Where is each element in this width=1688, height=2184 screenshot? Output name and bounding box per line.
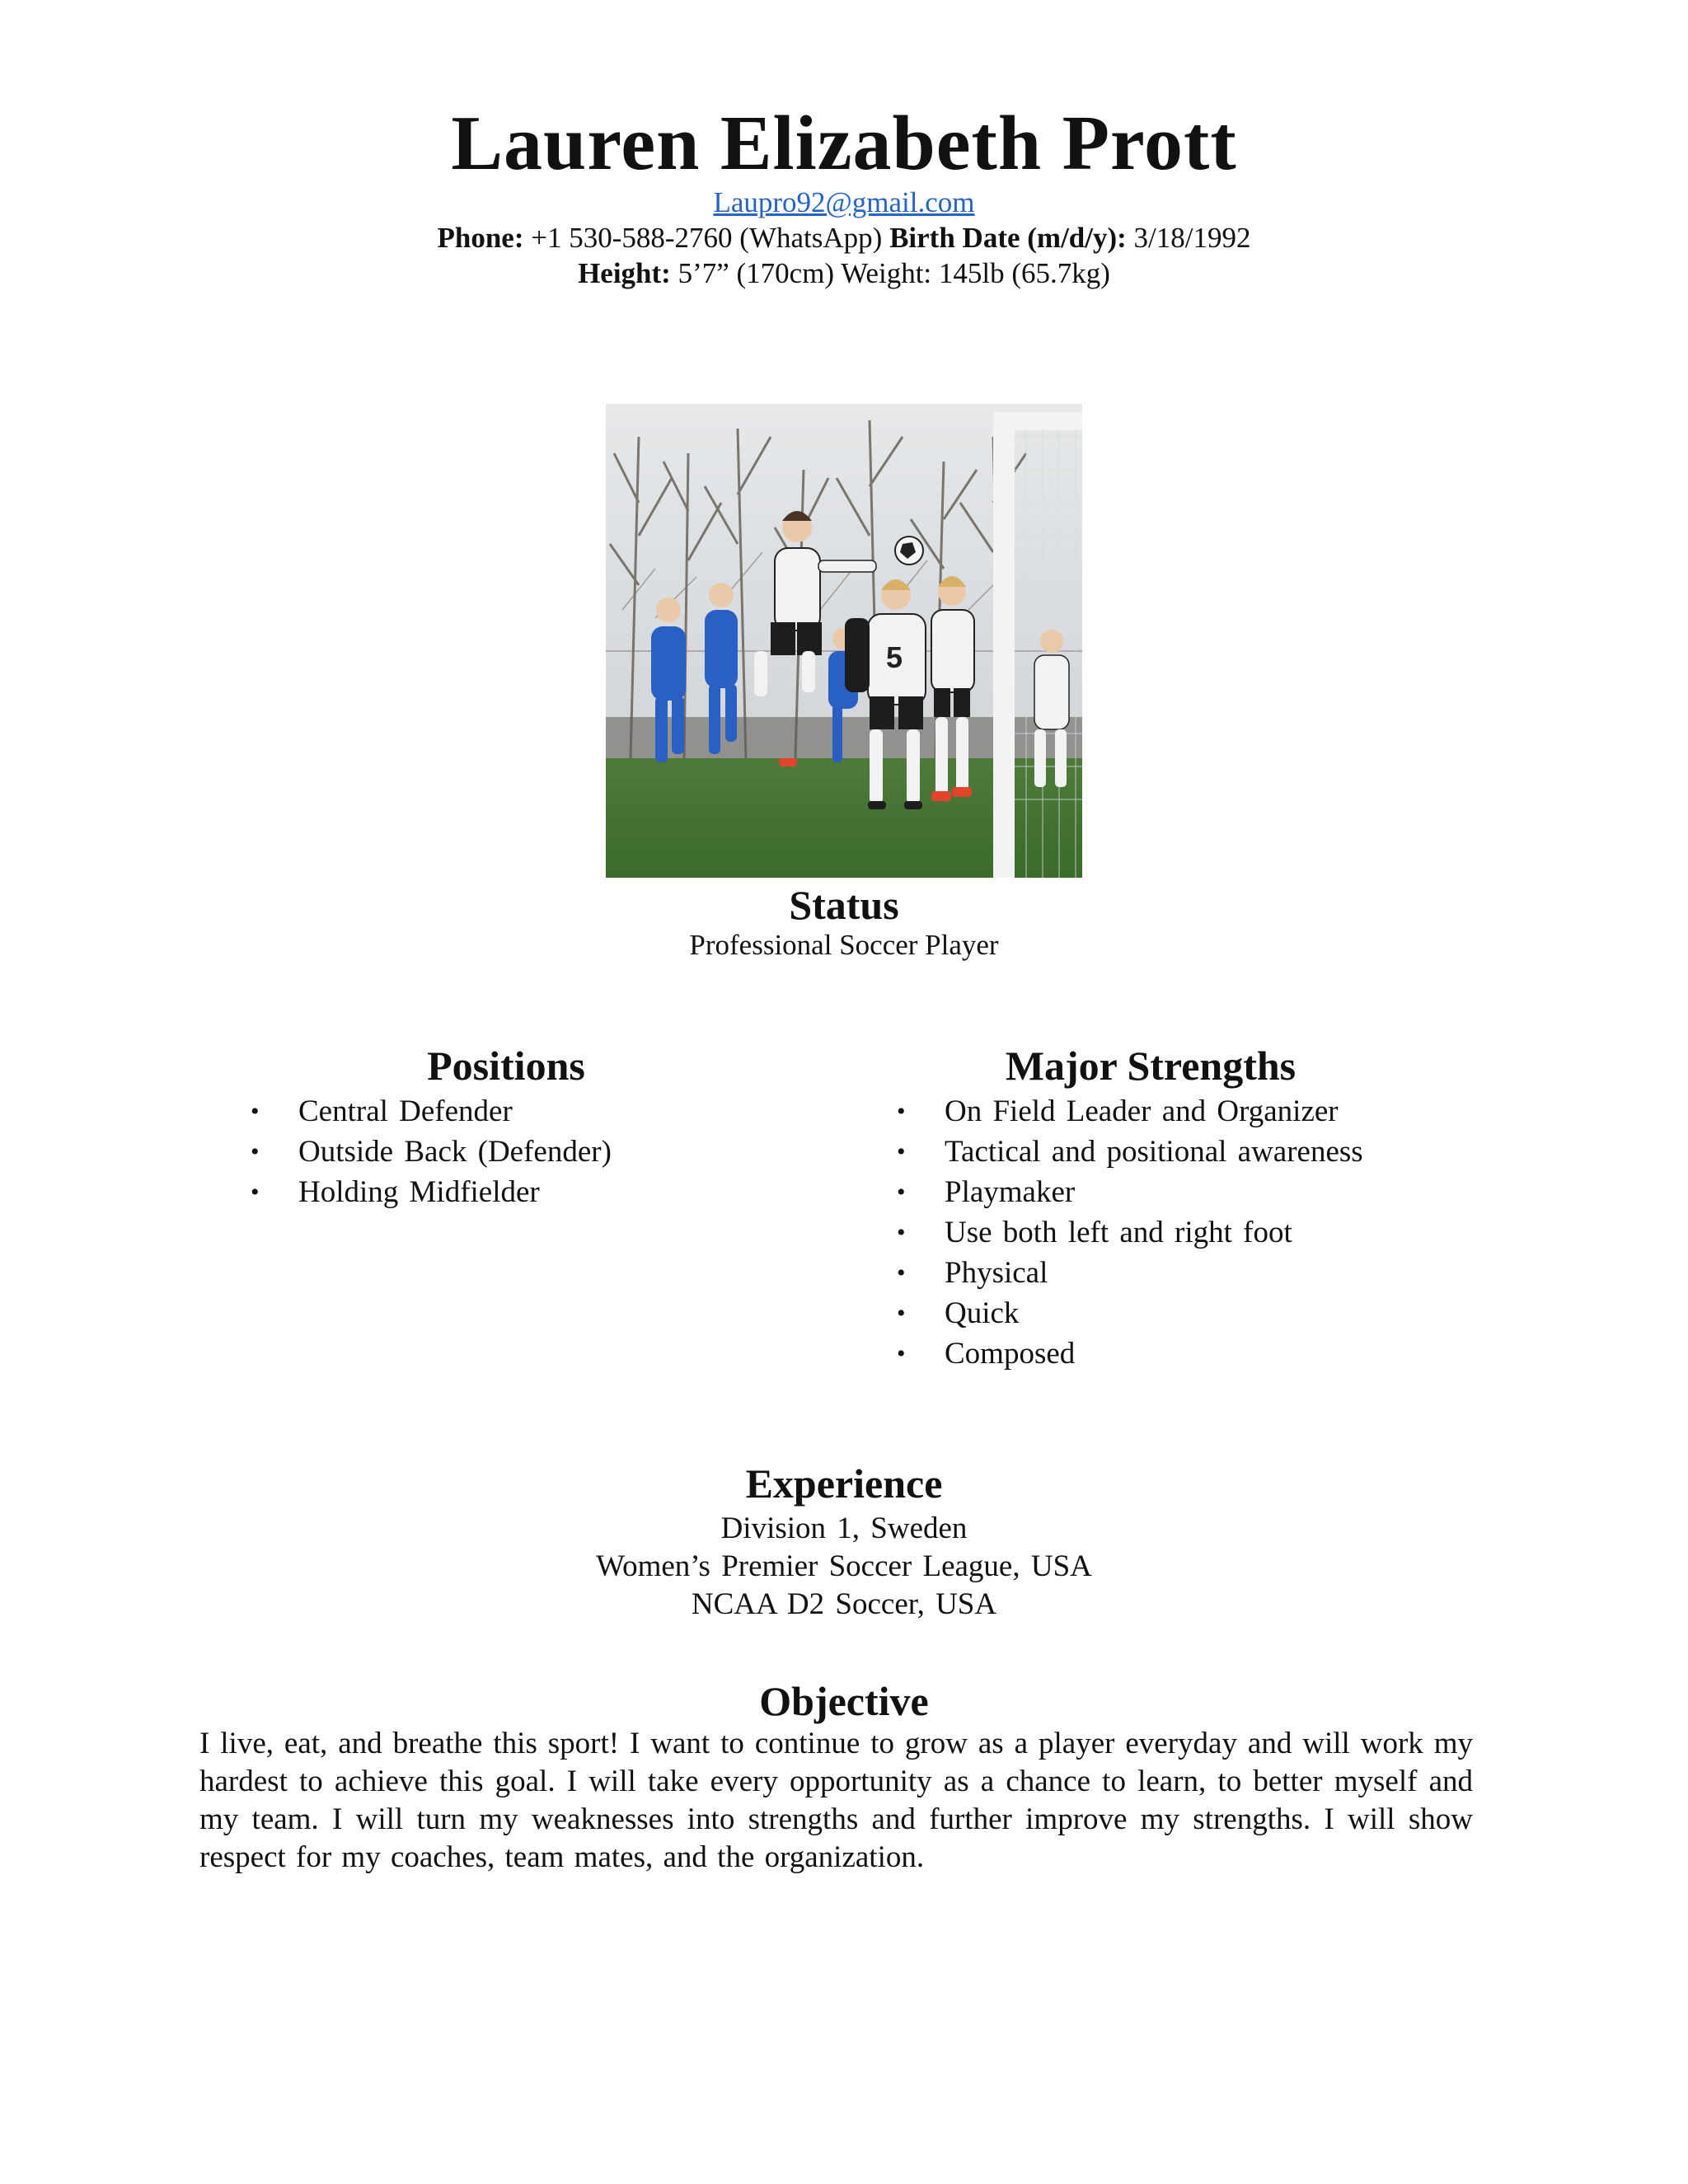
- bullet-icon: •: [897, 1179, 906, 1206]
- list-item: • Playmaker: [945, 1172, 1363, 1212]
- list-item: • Physical: [945, 1253, 1363, 1293]
- strengths-heading: Major Strengths: [1005, 1043, 1296, 1089]
- objective-text: I live, eat, and breathe this sport! I want to continue to grow as a player everyday and will work my hardest to achieve this goal. I will take every opportunity as a chance to learn, to better myself and my team. I will turn my weaknesses into strengths and further improve my strengths. I will show respect for my coaches, team mates, and the organization.: [199, 1727, 1473, 1874]
- birth-date-label: Birth Date (m/d/y):: [889, 222, 1127, 254]
- birth-date-value: 3/18/1992: [1133, 222, 1251, 254]
- list-item: • On Field Leader and Organizer: [945, 1091, 1363, 1132]
- bullet-icon: •: [897, 1138, 906, 1165]
- bullet-icon: •: [897, 1259, 906, 1286]
- experience-heading: Experience: [745, 1460, 943, 1507]
- positions-heading: Positions: [427, 1043, 585, 1089]
- objective-heading: Objective: [759, 1678, 929, 1724]
- svg-text:5: 5: [886, 640, 903, 674]
- bullet-icon: •: [251, 1179, 260, 1206]
- resume-name: Lauren Elizabeth Prott: [451, 101, 1237, 186]
- list-item: • Composed: [945, 1333, 1363, 1374]
- email-link[interactable]: Laupro92@gmail.com: [713, 186, 975, 218]
- bullet-icon: •: [251, 1098, 260, 1125]
- experience-item: Division 1, Sweden: [720, 1511, 968, 1545]
- positions-list: [251, 1091, 612, 1212]
- bullet-icon: •: [251, 1138, 260, 1165]
- phone-label: Phone:: [437, 222, 524, 254]
- list-item: • Quick: [945, 1293, 1363, 1333]
- email-line: [0, 185, 1688, 220]
- phone-birth-line: [0, 221, 1688, 255]
- experience-item: Women’s Premier Soccer League, USA: [596, 1549, 1092, 1583]
- height-label: Height:: [578, 257, 671, 289]
- bullet-icon: •: [897, 1219, 906, 1246]
- height-weight-line: [0, 256, 1688, 291]
- strengths-list: [897, 1091, 1363, 1374]
- list-item: • Central Defender: [298, 1091, 612, 1132]
- phone-value: +1 530-588-2760 (WhatsApp): [531, 222, 883, 254]
- soccer-action-photo: [606, 404, 1082, 878]
- list-item: • Outside Back (Defender): [298, 1132, 612, 1172]
- experience-item: NCAA D2 Soccer, USA: [691, 1587, 997, 1621]
- list-item: • Use both left and right foot: [945, 1212, 1363, 1253]
- status-heading: Status: [789, 882, 899, 928]
- list-item: • Holding Midfielder: [298, 1172, 612, 1212]
- bullet-icon: •: [897, 1340, 906, 1367]
- list-item: • Tactical and positional awareness: [945, 1132, 1363, 1172]
- height-weight-value: 5’7” (170cm) Weight: 145lb (65.7kg): [678, 257, 1110, 289]
- bullet-icon: •: [897, 1098, 906, 1125]
- status-value: Professional Soccer Player: [689, 929, 999, 961]
- bullet-icon: •: [897, 1300, 906, 1327]
